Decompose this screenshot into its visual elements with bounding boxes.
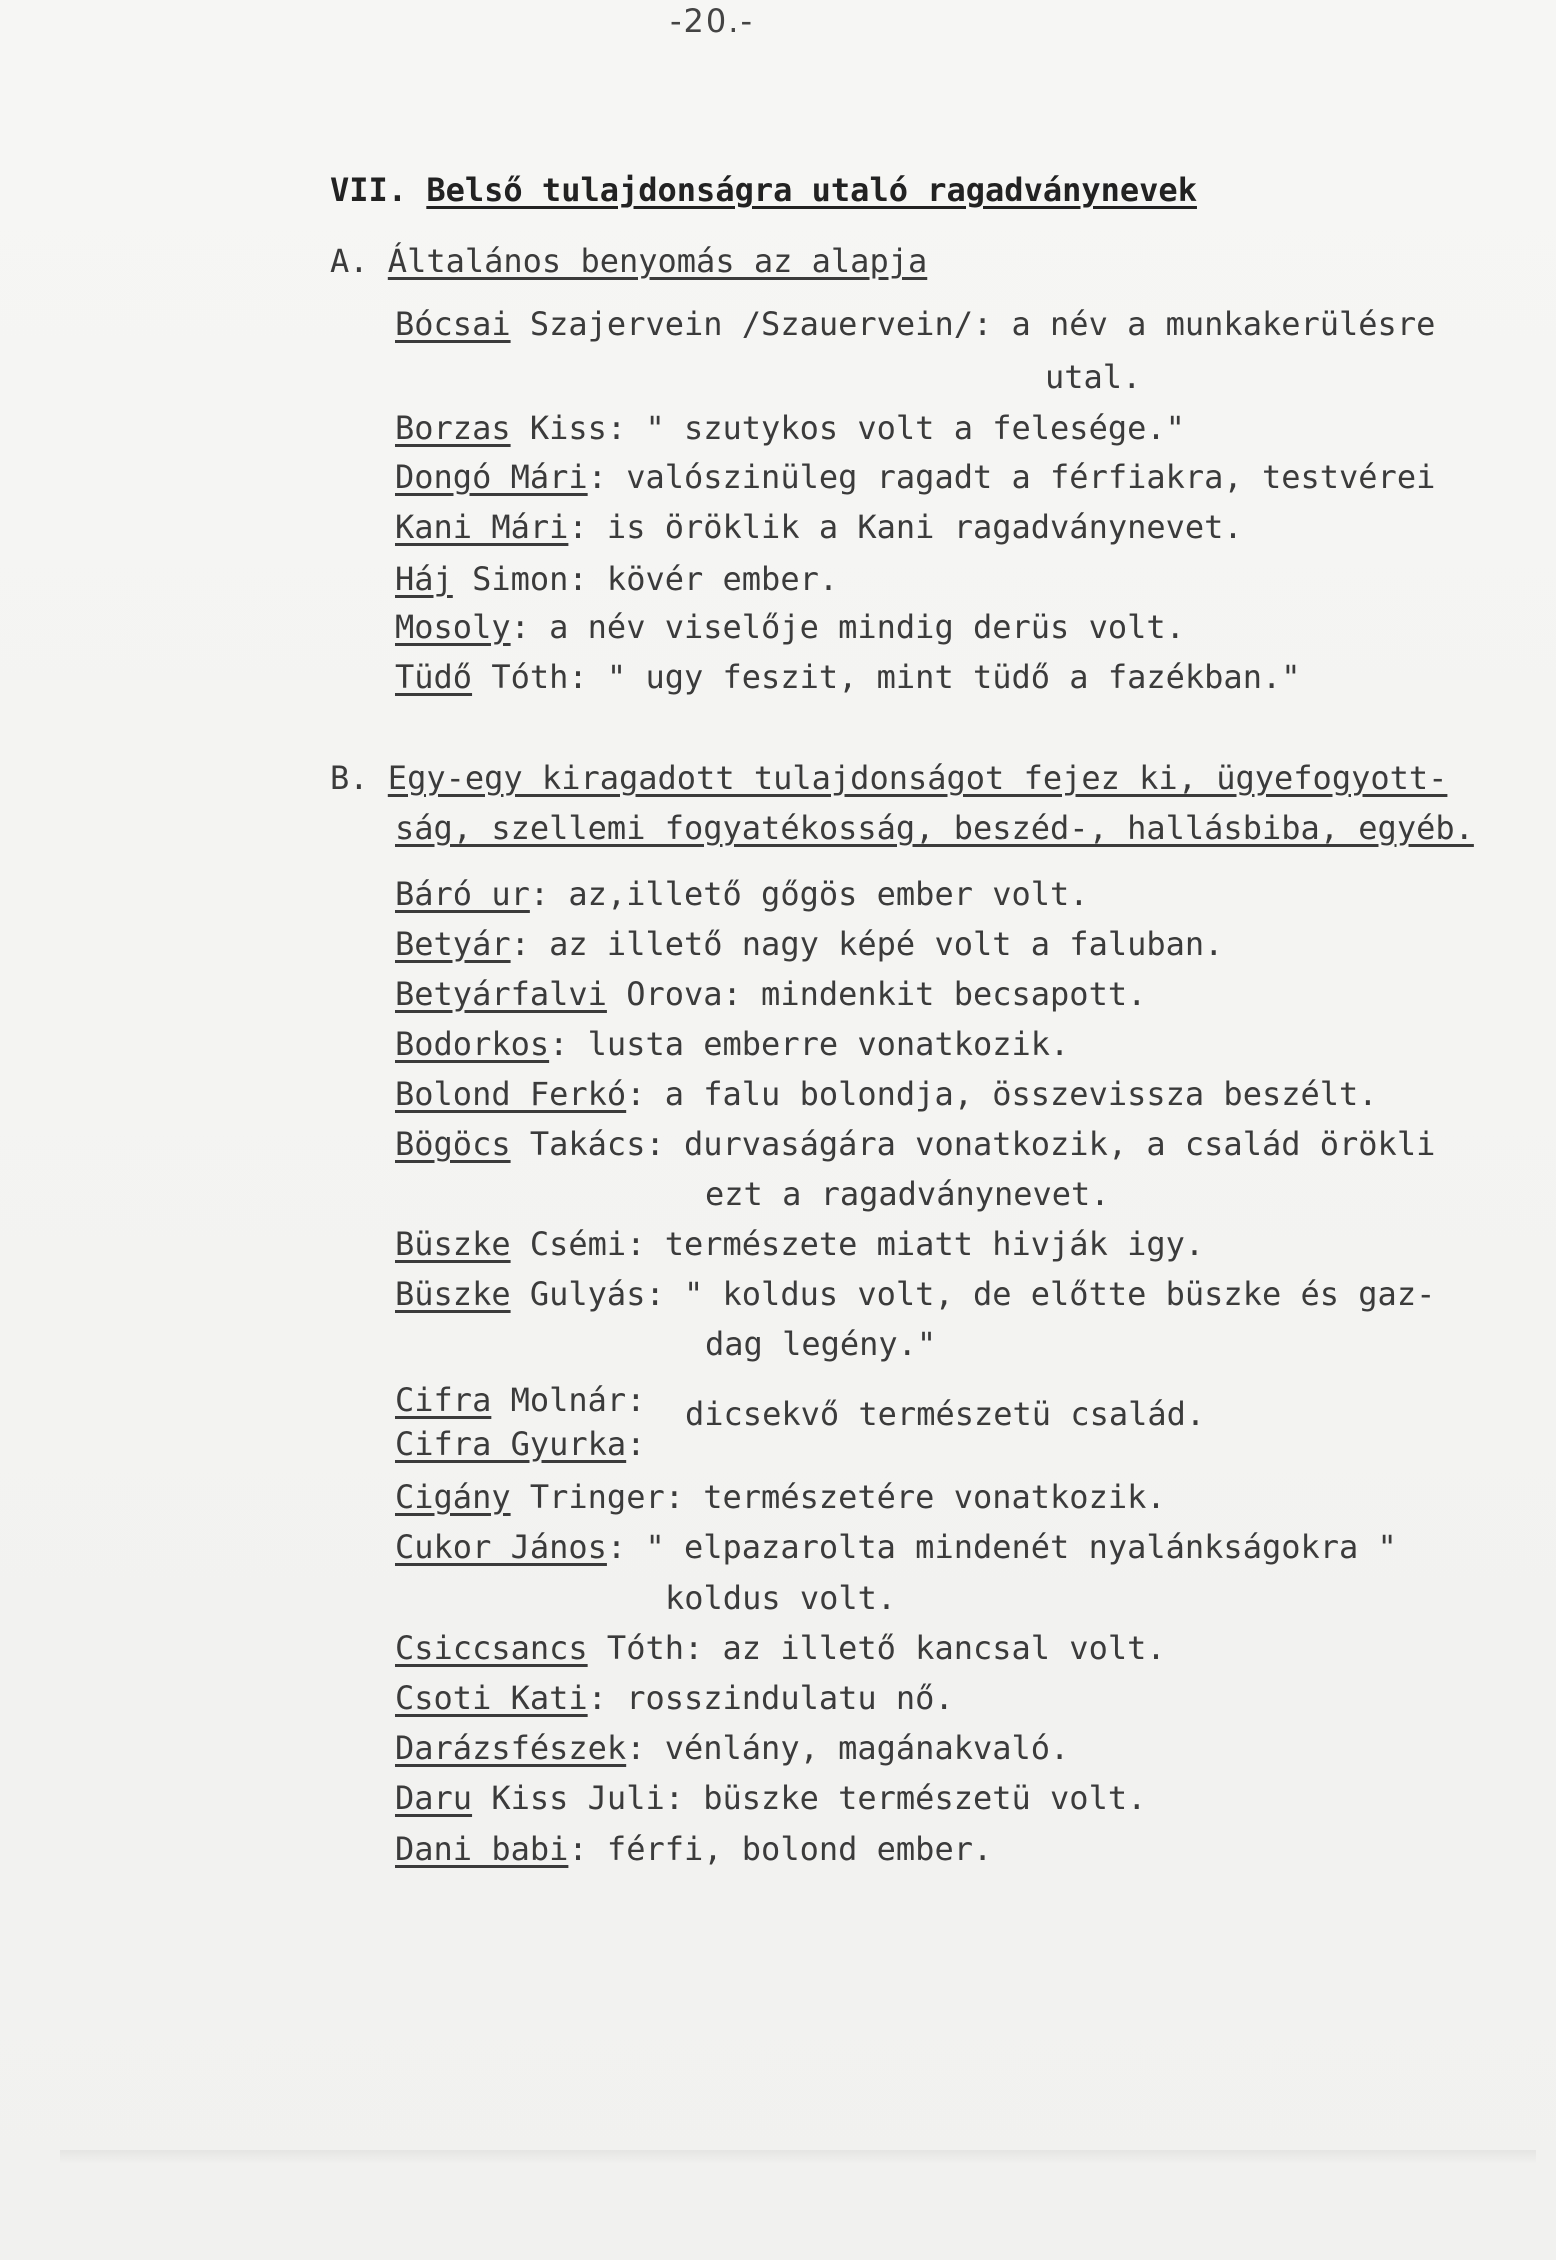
section-b-heading-cont [395,808,1474,848]
entry-name: Csoti Kati [395,1679,588,1717]
entry-name: Borzas [395,409,511,447]
entry-text: dicsekvő természetü család. [685,1395,1206,1433]
entry-a-7 [395,657,1300,697]
entry-text: : a név viselője mindig derüs volt. [510,608,1185,646]
entry-name: Cifra Gyurka [395,1425,627,1463]
entry-a-3 [395,457,1435,497]
section-b-heading-line1: Egy-egy kiragadott tulajdonságot fejez ki, ügyefogyott- [387,759,1448,797]
section-b-letter: B. [330,759,369,797]
entry-text: Tóth: az illető kancsal volt. [587,1629,1166,1667]
section-b-heading-line2: ság, szellemi fogyatékosság, beszéd-, hallásbiba, egyéb. [395,809,1474,847]
entry-b-5 [395,1074,1378,1114]
entry-name: Bolond Ferkó [395,1075,627,1113]
entry-text: : vénlány, magánakvaló. [626,1729,1070,1767]
entry-text: ezt a ragadványnevet. [705,1175,1110,1213]
entry-name: Csiccsancs [395,1629,588,1667]
entry-name: Tüdő [395,658,473,696]
entry-a-1 [395,304,1435,344]
section-a-heading [330,241,927,281]
entry-b-8 [395,1274,1435,1314]
entry-text: : is öröklik a Kani ragadványnevet. [568,508,1243,546]
entry-b-12-cont [665,1578,896,1618]
entry-name: Bögöcs [395,1125,511,1163]
entry-b-8-cont [705,1324,936,1364]
entry-a-2 [395,408,1185,448]
entry-b-6 [395,1124,1435,1164]
entry-a-1-cont [1045,357,1141,397]
entry-name: Dani babi [395,1830,569,1868]
entry-b-2 [395,924,1223,964]
entry-a-5 [395,559,838,599]
entry-b-17 [395,1829,992,1869]
entry-name: Dongó Mári [395,458,588,496]
entry-name: Háj [395,560,453,598]
entry-text: Szajervein /Szauervein/: a név a munkakerülésre [510,305,1436,343]
entry-name: Cukor János [395,1528,607,1566]
entry-b-12 [395,1527,1397,1567]
entry-b-13 [395,1628,1166,1668]
entry-text: Gulyás: " koldus volt, de előtte büszke és gaz- [510,1275,1436,1313]
entry-b-14 [395,1678,954,1718]
entry-text: : a falu bolondja, összevissza beszélt. [626,1075,1378,1113]
entry-text: Kiss: " szutykos volt a felesége." [510,409,1185,447]
entry-text: : az,illető gőgös ember volt. [529,875,1089,913]
entry-text: : valószinüleg ragadt a férfiakra, testvérei [587,458,1436,496]
scan-shadow [60,2150,1536,2164]
entry-text: : " elpazarolta mindenét nyalánkságokra " [606,1528,1397,1566]
entry-text: utal. [1045,358,1142,396]
entry-b-9 [395,1380,645,1420]
entry-b-10 [395,1424,645,1464]
entry-text: Kiss Juli: büszke természetü volt. [472,1779,1147,1817]
entry-name: Cifra [395,1381,492,1419]
entry-name: Daru [395,1779,473,1817]
entry-text: dag legény." [705,1325,937,1363]
section-b-heading [330,758,1447,798]
entry-name: Büszke [395,1275,511,1313]
section-a-heading-text: Általános benyomás az alapja [387,242,928,280]
entry-text: : férfi, bolond ember. [568,1830,993,1868]
entry-name: Cigány [395,1478,511,1516]
entry-b-3 [395,974,1146,1014]
entry-name: Kani Mári [395,508,569,546]
entry-a-4 [395,507,1243,547]
entry-b-6-cont [705,1174,1110,1214]
entry-text: Tringer: természetére vonatkozik. [510,1478,1166,1516]
entry-b-11 [395,1477,1166,1517]
entry-text: : lusta emberre vonatkozik. [549,1025,1070,1063]
entry-b-9-shared [685,1394,1205,1434]
page-number: -20.- [670,2,754,40]
entry-name: Bodorkos [395,1025,550,1063]
entry-text: Simon: kövér ember. [452,560,839,598]
entry-b-1 [395,874,1089,914]
section-title [330,170,1197,210]
entry-text: Takács: durvaságára vonatkozik, a család örökli [510,1125,1436,1163]
entry-text: : az illető nagy képé volt a faluban. [510,925,1224,963]
section-a-letter: A. [330,242,369,280]
entry-b-15 [395,1728,1069,1768]
title-text: Belső tulajdonságra utaló ragadványnevek [426,171,1197,209]
entry-text: Csémi: természete miatt hivják igy. [510,1225,1205,1263]
entry-name: Báró ur [395,875,530,913]
entry-name: Darázsfészek [395,1729,627,1767]
entry-text: Tóth: " ugy feszit, mint tüdő a fazékban." [472,658,1301,696]
entry-name: Mosoly [395,608,511,646]
entry-text: Molnár: [491,1381,646,1419]
entry-name: Bócsai [395,305,511,343]
entry-text: Orova: mindenkit becsapott. [606,975,1147,1013]
entry-text: koldus volt. [665,1579,897,1617]
entry-b-16 [395,1778,1146,1818]
title-number: VII. [330,171,408,209]
entry-a-6 [395,607,1185,647]
entry-b-4 [395,1024,1069,1064]
entry-name: Büszke [395,1225,511,1263]
entry-text: : [626,1425,646,1463]
entry-b-7 [395,1224,1204,1264]
entry-text: : rosszindulatu nő. [587,1679,954,1717]
entry-name: Betyárfalvi [395,975,607,1013]
entry-name: Betyár [395,925,511,963]
